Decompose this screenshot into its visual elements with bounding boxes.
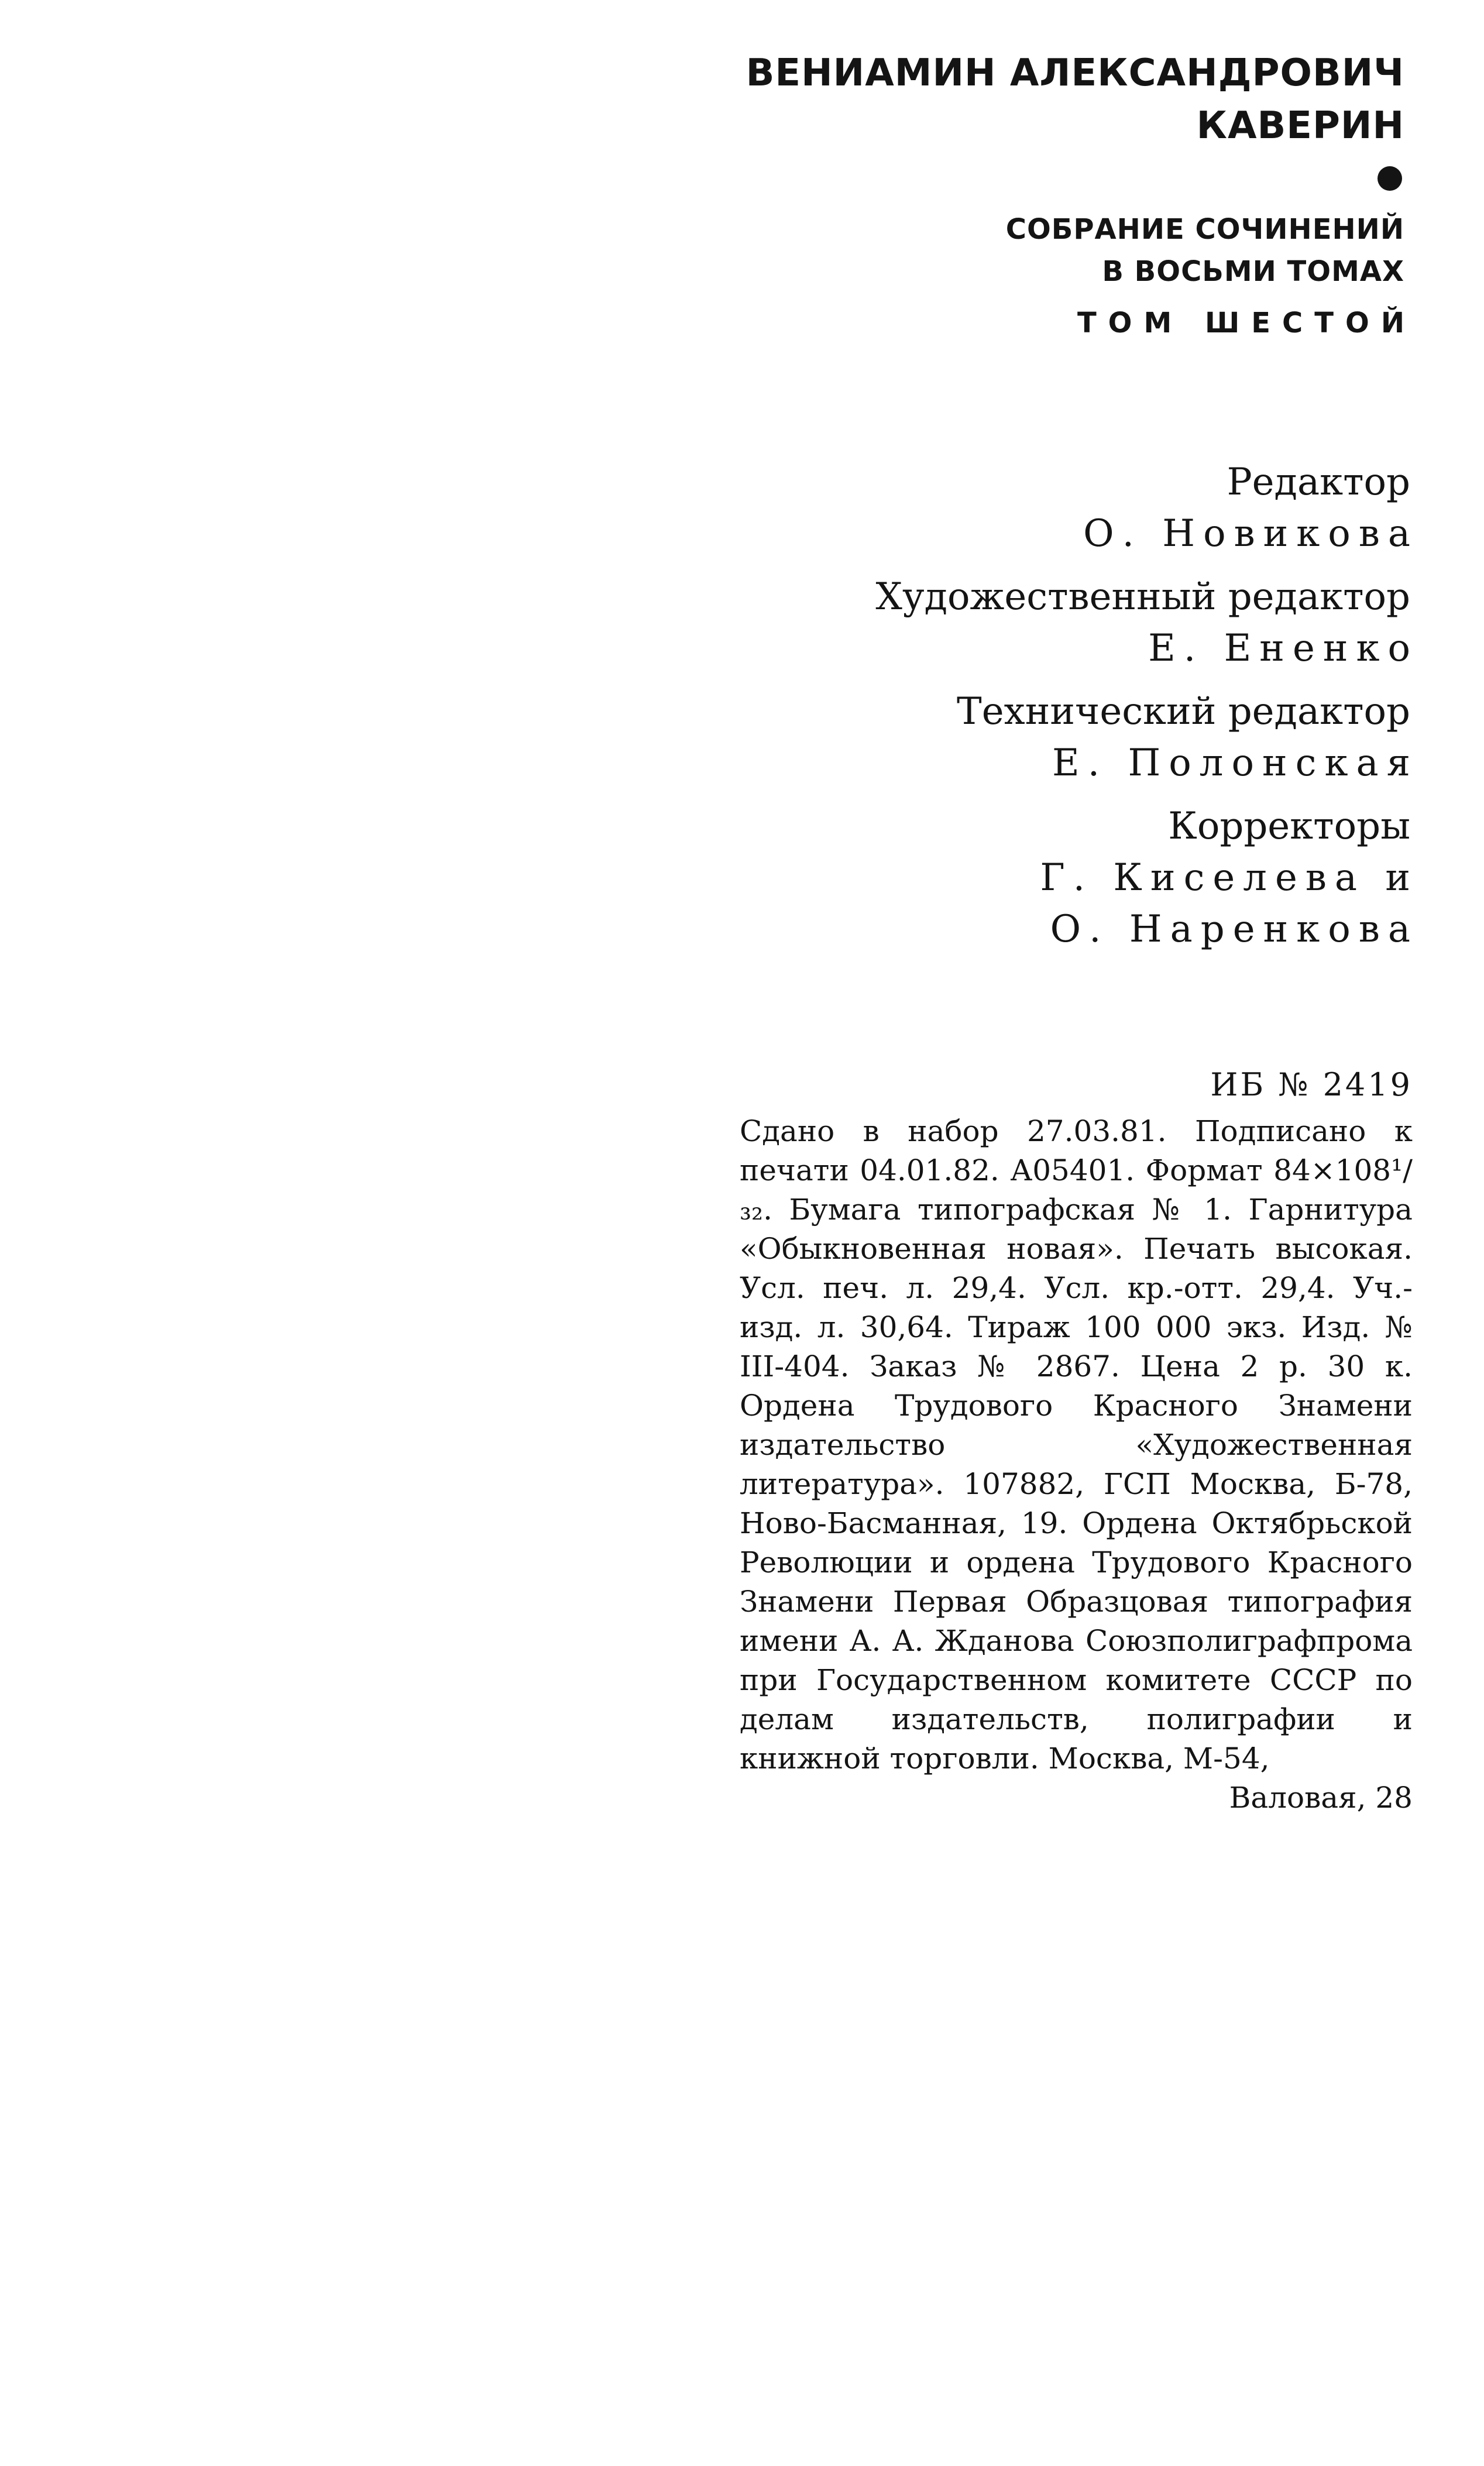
series-title-line-1: СОБРАНИЕ СОЧИНЕНИЙ bbox=[1005, 213, 1404, 246]
credit-name: Е. Полонская bbox=[1052, 741, 1418, 785]
author-last-name: КАВЕРИН bbox=[1196, 104, 1404, 147]
imprint-address-end: Валовая, 28 bbox=[1229, 1781, 1413, 1815]
credit-name: Г. Киселева и bbox=[1040, 856, 1418, 899]
bullet-icon bbox=[1377, 166, 1402, 191]
credit-art-editor bbox=[591, 571, 1418, 674]
volume-title: ТОМ ШЕСТОЙ bbox=[1077, 307, 1416, 339]
series-title-line-2: В ВОСЬМИ ТОМАХ bbox=[1102, 255, 1404, 288]
ib-number: ИБ № 2419 bbox=[1210, 1066, 1413, 1103]
credit-role: Редактор bbox=[1227, 461, 1410, 504]
credit-name-second: О. Наренкова bbox=[1050, 908, 1418, 951]
credit-name: О. Новикова bbox=[1083, 512, 1418, 555]
title-block bbox=[585, 47, 1416, 344]
credit-role: Художественный редактор bbox=[875, 575, 1410, 619]
credits-block bbox=[591, 456, 1418, 967]
credit-editor bbox=[591, 456, 1418, 559]
credit-proofreaders bbox=[591, 801, 1418, 955]
author-first-name: ВЕНИАМИН АЛЕКСАНДРОВИЧ bbox=[746, 51, 1404, 95]
credit-technical-editor bbox=[591, 686, 1418, 789]
credit-role: Корректоры bbox=[1168, 805, 1410, 848]
credit-name: Е. Ененко bbox=[1148, 627, 1418, 670]
imprint-block bbox=[740, 1062, 1413, 1818]
credit-role: Технический редактор bbox=[957, 690, 1410, 733]
imprint-text: Сдано в набор 27.03.81. Подписано к печати 04.01.82. А05401. Формат 84×108¹/₃₂. Бумага типографская № 1. Гарнитура «Обыкновенная новая». Печать высокая. Усл. печ. л. 29,4. Усл. кр.-отт. 29,4. Уч.-изд. л. 30,64. Тираж 100 000 экз. Изд. № III-404. Заказ № 2867. Цена 2 р. 30 к. Ордена Трудового Красного Знамени издательство «Художественная литература». 107882, ГСП Москва, Б-78, Ново-Басманная, 19. Ордена Октябрьской Революции и ордена Трудового Красного Знамени Первая Образцовая типография имени А. А. Жданова Союзполиграфпрома при Государственном комитете СССР по делам издательств, полиграфии и книжной торговли. Москва, М-54, bbox=[740, 1114, 1413, 1775]
